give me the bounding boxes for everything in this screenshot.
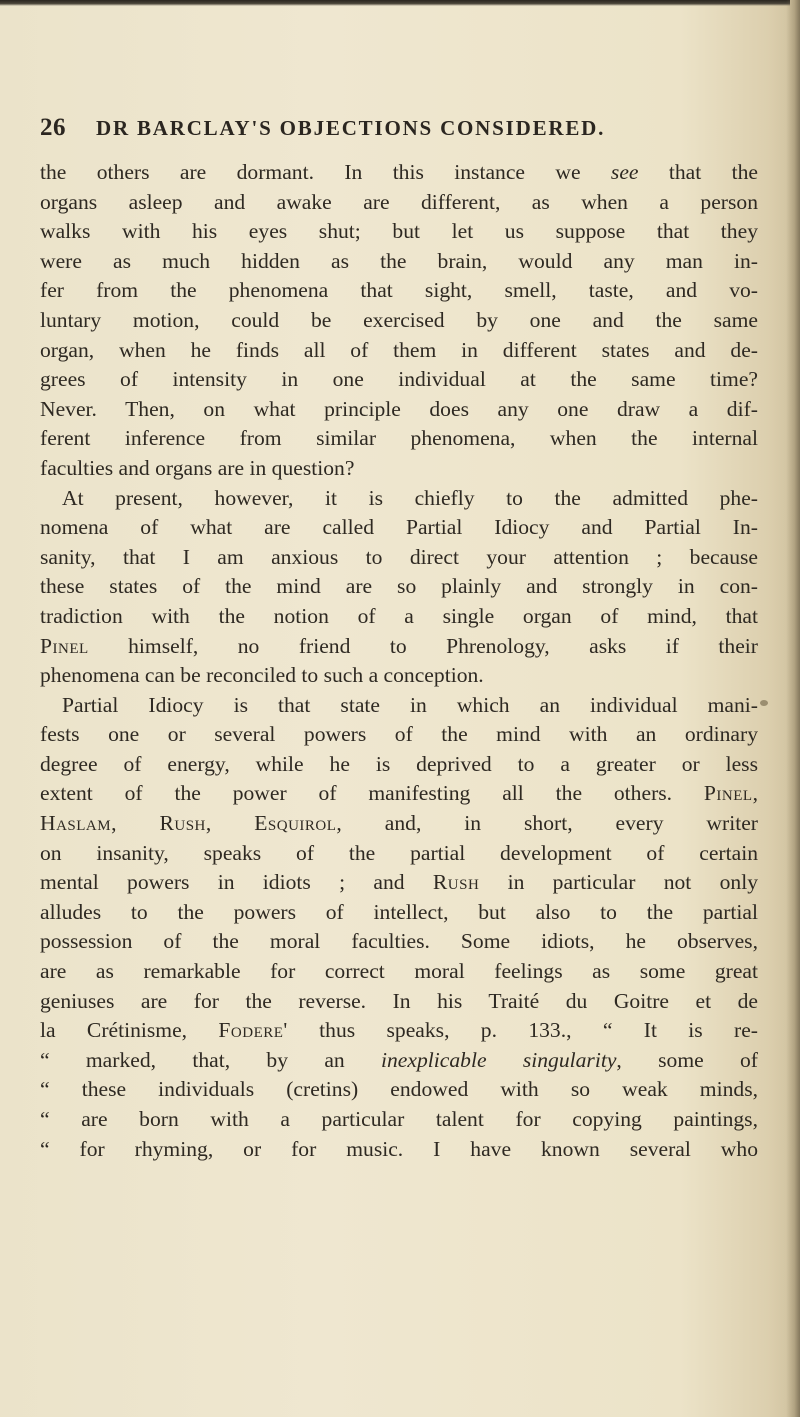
text-line: fests one or several powers of the mind with an ordinary — [40, 722, 758, 747]
text-line: are as remarkable for correct moral feelings as some great — [40, 959, 758, 984]
text-line: grees of intensity in one individual at the same time? — [40, 367, 758, 392]
text-line: Partial Idiocy is that state in which an individual mani- — [62, 692, 758, 717]
text-line: walks with his eyes shut; but let us suppose that they — [40, 219, 758, 244]
page-edge-shadow — [786, 0, 800, 1417]
text-line: “ for rhyming, or for music. I have known several who — [40, 1136, 758, 1161]
text-line: faculties and organs are in question? — [40, 455, 355, 480]
text-line: luntary motion, could be exercised by one and the same — [40, 307, 758, 332]
page-number: 26 — [40, 114, 66, 141]
proper-name: Rush — [159, 811, 206, 836]
italic-phrase: see — [610, 160, 639, 184]
text-line: degree of energy, while he is deprived to a greater or less — [40, 751, 758, 776]
text-line: geniuses are for the reverse. In his Traité du Goitre et de — [40, 988, 758, 1013]
running-head-title: DR BARCLAY'S OBJECTIONS CONSIDERED. — [96, 116, 606, 140]
text-line: possession of the moral faculties. Some idiots, he observes, — [40, 929, 758, 954]
top-rule — [0, 0, 790, 6]
text-line: fer from the phenomena that sight, smell, taste, and vo- — [40, 278, 758, 303]
italic-phrase: inexplicable singularity — [381, 1047, 617, 1072]
text-line: nomena of what are called Partial Idiocy and Partial In- — [40, 515, 758, 540]
body-text — [40, 158, 758, 1164]
text-line: organ, when he finds all of them in different states and de- — [40, 337, 758, 362]
text-line: the others are dormant. In this instance we see that the — [40, 160, 758, 184]
text-line: Haslam, Rush, Esquirol, and, in short, every writer — [40, 811, 758, 836]
text-line: were as much hidden as the brain, would any man in- — [40, 248, 758, 273]
text-line: sanity, that I am anxious to direct your attention ; because — [40, 544, 758, 569]
running-head — [40, 114, 780, 144]
text-line: Pinel himself, no friend to Phrenology, asks if their — [40, 633, 758, 658]
text-line: on insanity, speaks of the partial development of certain — [40, 840, 758, 865]
proper-name: Esquirol — [254, 811, 337, 836]
text-line: “ are born with a particular talent for copying paintings, — [40, 1107, 758, 1131]
ink-mark — [760, 700, 768, 706]
text-line: la Crétinisme, Fodere' thus speaks, p. 133., “ It is re- — [40, 1018, 758, 1043]
text-line: At present, however, it is chiefly to the admitted phe- — [62, 485, 758, 510]
proper-name: Haslam — [40, 811, 112, 836]
text-line: “ marked, that, by an inexplicable singularity, some of — [40, 1047, 758, 1072]
proper-name: Pinel — [40, 633, 89, 658]
text-line: these states of the mind are so plainly and strongly in con- — [40, 574, 758, 599]
proper-name: Rush — [432, 870, 480, 895]
text-line: organs asleep and awake are different, as when a person — [40, 189, 758, 214]
text-line: alludes to the powers of intellect, but also to the partial — [40, 899, 758, 924]
text-line: ferent inference from similar phenomena, when the internal — [40, 426, 758, 451]
proper-name: Fodere' — [218, 1018, 288, 1043]
text-line: mental powers in idiots ; and Rush in particular not only — [40, 870, 758, 895]
text-line: phenomena can be reconciled to such a conception. — [40, 663, 484, 688]
text-line: tradiction with the notion of a single organ of mind, that — [40, 603, 758, 628]
text-line: Never. Then, on what principle does any one draw a dif- — [40, 396, 758, 421]
text-line: “ these individuals (cretins) endowed with so weak minds, — [40, 1077, 758, 1102]
proper-name: Pinel — [703, 781, 753, 806]
text-line: extent of the power of manifesting all the others. Pinel, — [40, 781, 758, 806]
